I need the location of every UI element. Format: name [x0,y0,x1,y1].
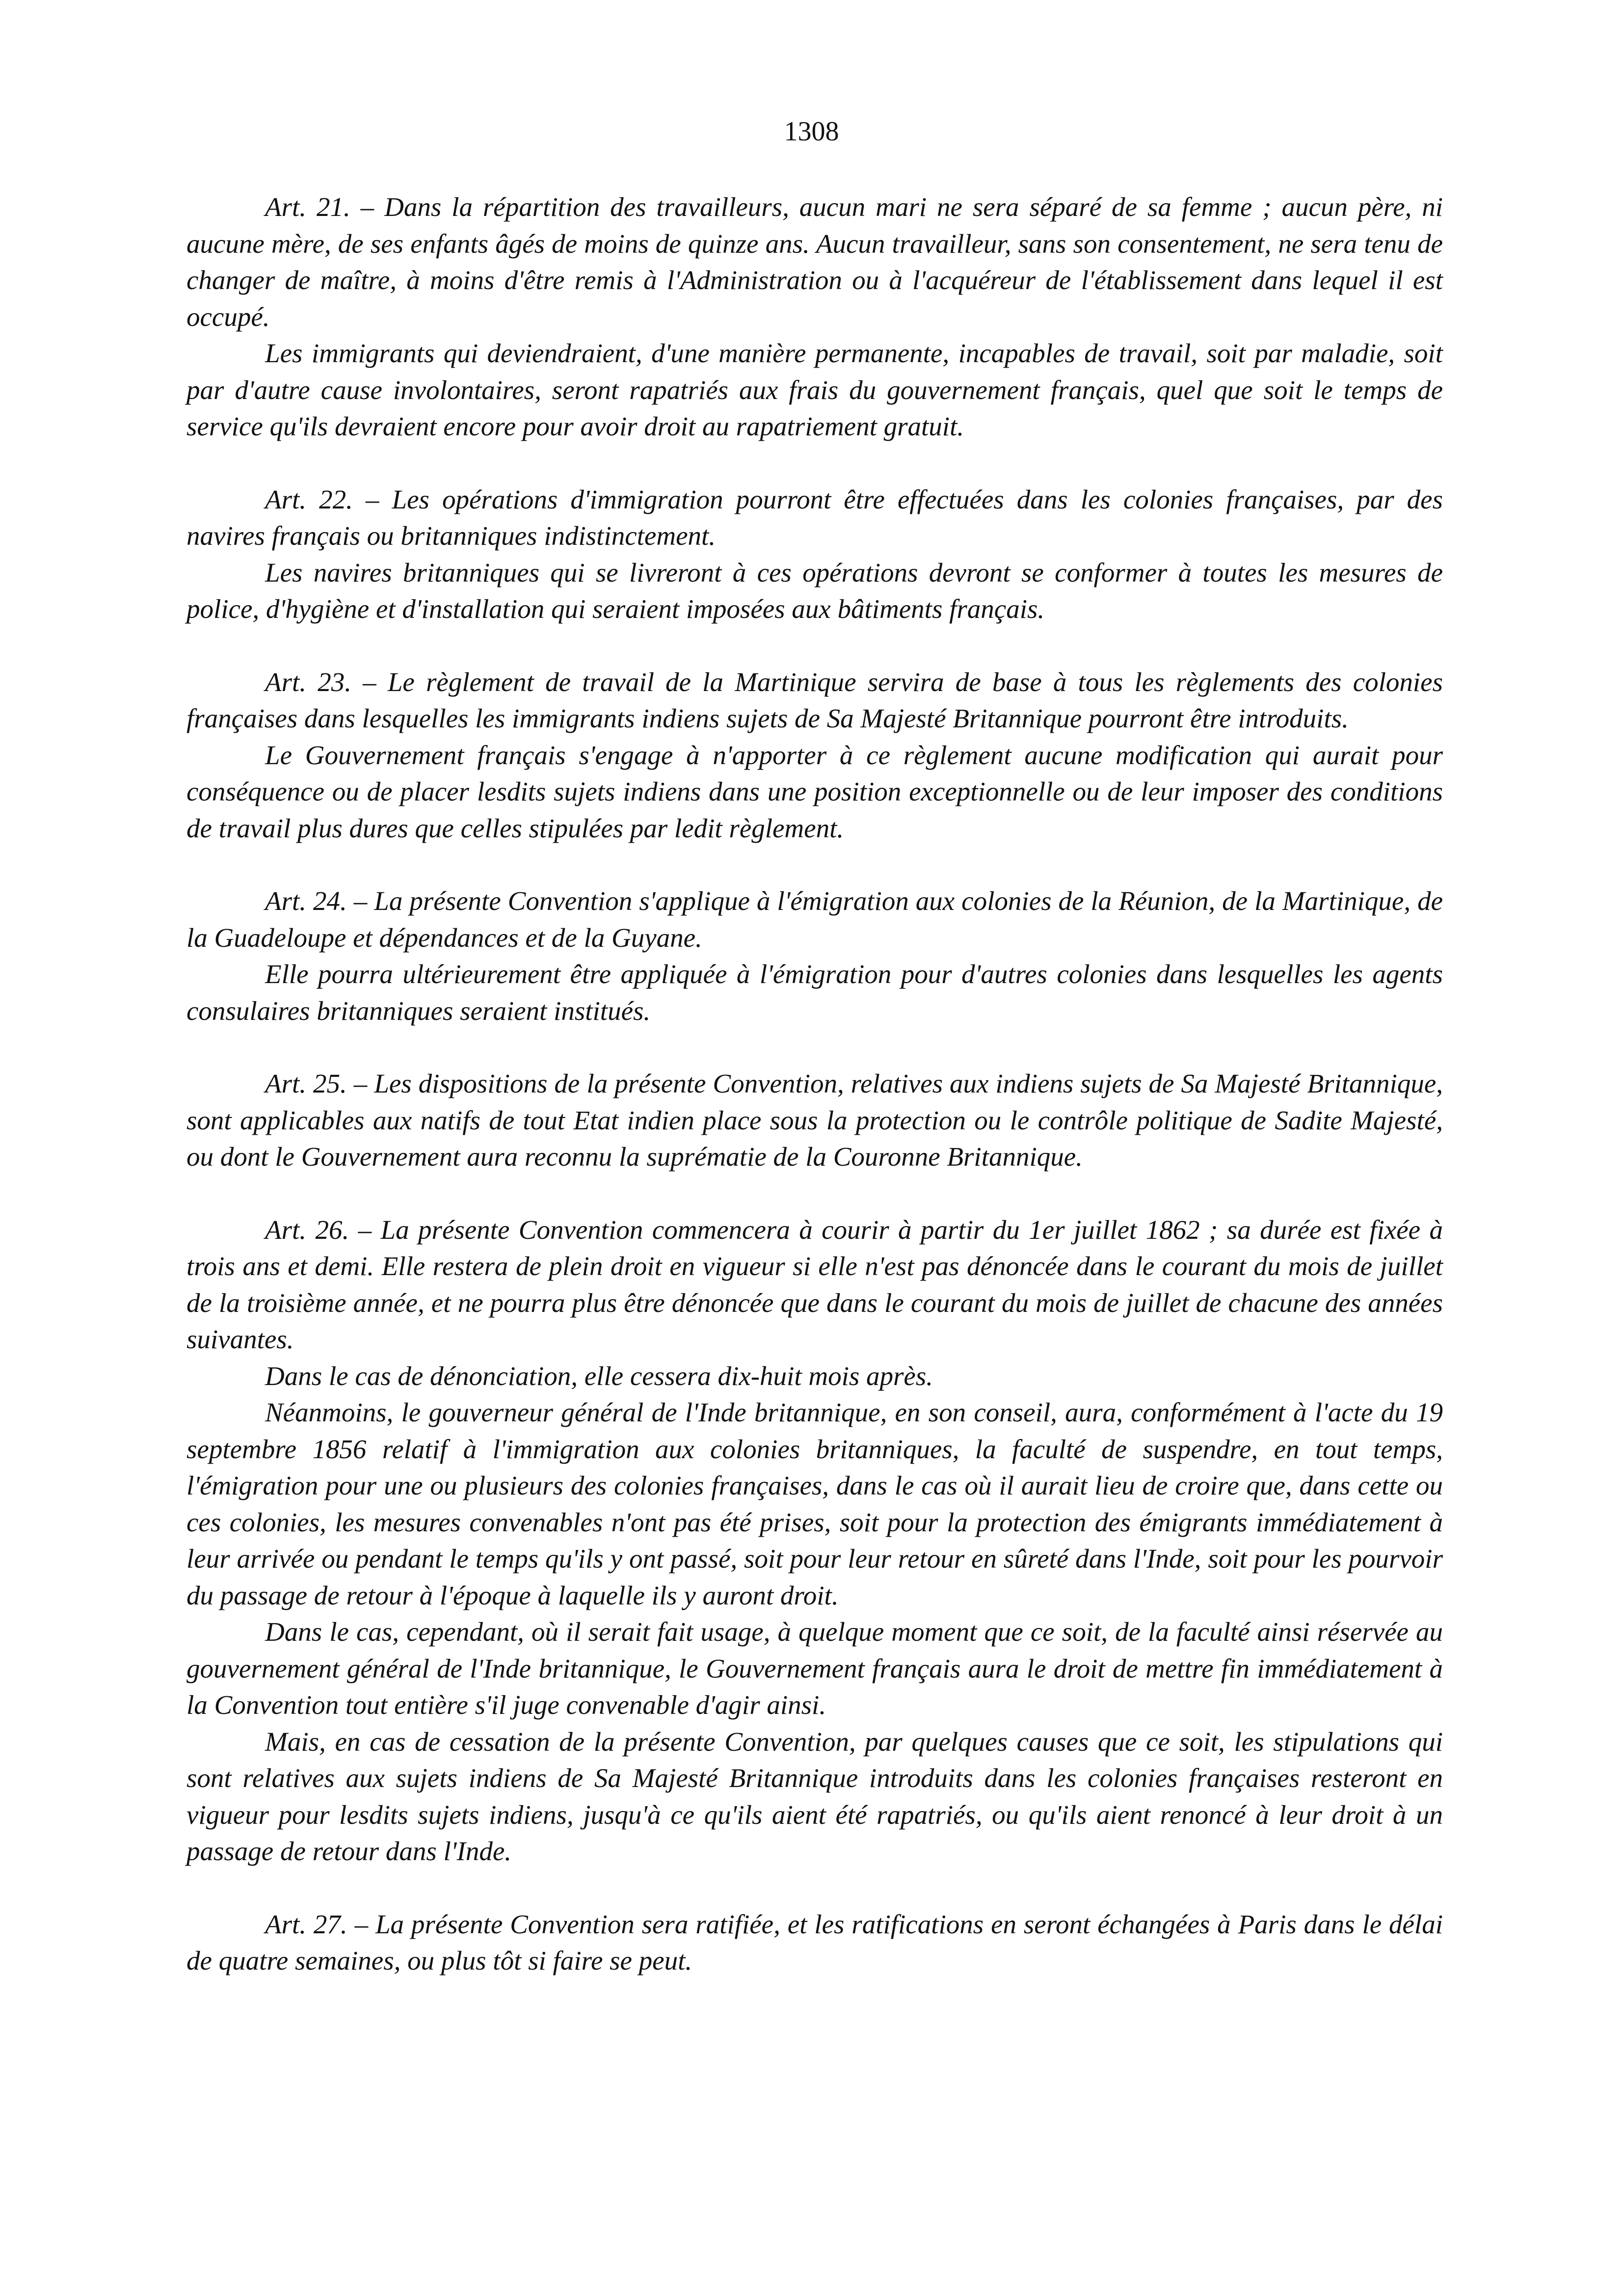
article-21 [186,189,1443,445]
paragraph: Mais, en cas de cessation de la présente Convention, par quelques causes que ce soit, les stipulations qui sont relatives aux sujets indiens de Sa Majesté Britannique introduits dans les colonies françaises resteront en vigueur pour lesdits sujets indiens, jusqu'à ce qu'ils aient été rapatriés, ou qu'ils aient renoncé à leur droit à un passage de retour dans l'Inde. [186,1726,1443,1866]
paragraph: Le Gouvernement français s'engage à n'apporter à ce règlement aucune modification qui aurait pour conséquence ou de placer lesdits sujets indiens dans une position exceptionnelle ou de leur imposer des conditions de travail plus dures que celles stipulées par ledit règlement. [186,740,1443,843]
paragraph: Art. 26. – La présente Convention commencera à courir à partir du 1er juillet 1862 ; sa durée est fixée à trois ans et demi. Elle restera de plein droit en vigueur si elle n'est pas dénoncée dans le courant du mois de juillet de la troisième année, et ne pourra plus être dénoncée que dans le courant du mois de juillet de chacune des années suivantes. [186,1214,1443,1354]
article-25 [186,1066,1443,1175]
paragraph: Art. 21. – Dans la répartition des travailleurs, aucun mari ne sera séparé de sa femme ; aucun père, ni aucune mère, de ses enfants âgés de moins de quinze ans. Aucun travailleur, sans son consentement, ne sera tenu de changer de maître, à moins d'être remis à l'Administration ou à l'acquéreur de l'établissement dans lequel il est occupé. [186,192,1443,332]
paragraph: Dans le cas de dénonciation, elle cessera dix-huit mois après. [265,1361,933,1391]
paragraph: Art. 25. – Les dispositions de la présente Convention, relatives aux indiens sujets de Sa Majesté Britannique, sont applicables aux natifs de tout Etat indien place sous la protection ou le contrôle politique de Sadite Majesté, ou dont le Gouvernement aura reconnu la suprématie de la Couronne Britannique. [186,1068,1443,1172]
article-24 [186,883,1443,1029]
paragraph: Elle pourra ultérieurement être appliquée à l'émigration pour d'autres colonies dans lesquelles les agents consulaires britanniques seraient institués. [186,959,1443,1026]
article-22 [186,481,1443,628]
article-23 [186,664,1443,847]
page-number: 1308 [784,116,839,147]
paragraph: Art. 23. – Le règlement de travail de la Martinique servira de base à tous les règlements des colonies françaises dans lesquelles les immigrants indiens sujets de Sa Majesté Britannique pourront être introduits. [186,667,1443,733]
article-27 [186,1906,1443,1979]
paragraph: Dans le cas, cependant, où il serait fait usage, à quelque moment que ce soit, de la faculté ainsi réservée au gouvernement général de l'Inde britannique, le Gouvernement français aura le droit de mettre fin immédiatement à la Convention tout entière s'il juge convenable d'agir ainsi. [186,1617,1443,1720]
paragraph: Les navires britanniques qui se livreront à ces opérations devront se conformer à toutes les mesures de police, d'hygiène et d'installation qui seraient imposées aux bâtiments français. [186,557,1443,624]
paragraph: Néanmoins, le gouverneur général de l'Inde britannique, en son conseil, aura, conformément à l'acte du 19 septembre 1856 relatif à l'immigration aux colonies britanniques, la faculté de suspendre, en tout temps, l'émigration pour une ou plusieurs des colonies françaises, dans le cas où il aurait lieu de croire que, dans cette ou ces colonies, les mesures convenables n'ont pas été prises, soit pour la protection des émigrants immédiatement à leur arrivée ou pendant le temps qu'ils y ont passé, soit pour leur retour en sûreté dans l'Inde, soit pour les pourvoir du passage de retour à l'époque à laquelle ils y auront droit. [186,1397,1443,1610]
paragraph: Les immigrants qui deviendraient, d'une manière permanente, incapables de travail, soit par maladie, soit par d'autre cause involontaires, seront rapatriés aux frais du gouvernement français, quel que soit le temps de service qu'ils devraient encore pour avoir droit au rapatriement gratuit. [186,338,1443,441]
paragraph: Art. 27. – La présente Convention sera ratifiée, et les ratifications en seront échangées à Paris dans le délai de quatre semaines, ou plus tôt si faire se peut. [186,1909,1443,1976]
article-26 [186,1212,1443,1870]
document-body [186,189,1443,1979]
paragraph: Art. 24. – La présente Convention s'applique à l'émigration aux colonies de la Réunion, de la Martinique, de la Guadeloupe et dépendances et de la Guyane. [186,886,1443,953]
paragraph: Art. 22. – Les opérations d'immigration pourront être effectuées dans les colonies françaises, par des navires français ou britanniques indistinctement. [186,484,1443,551]
